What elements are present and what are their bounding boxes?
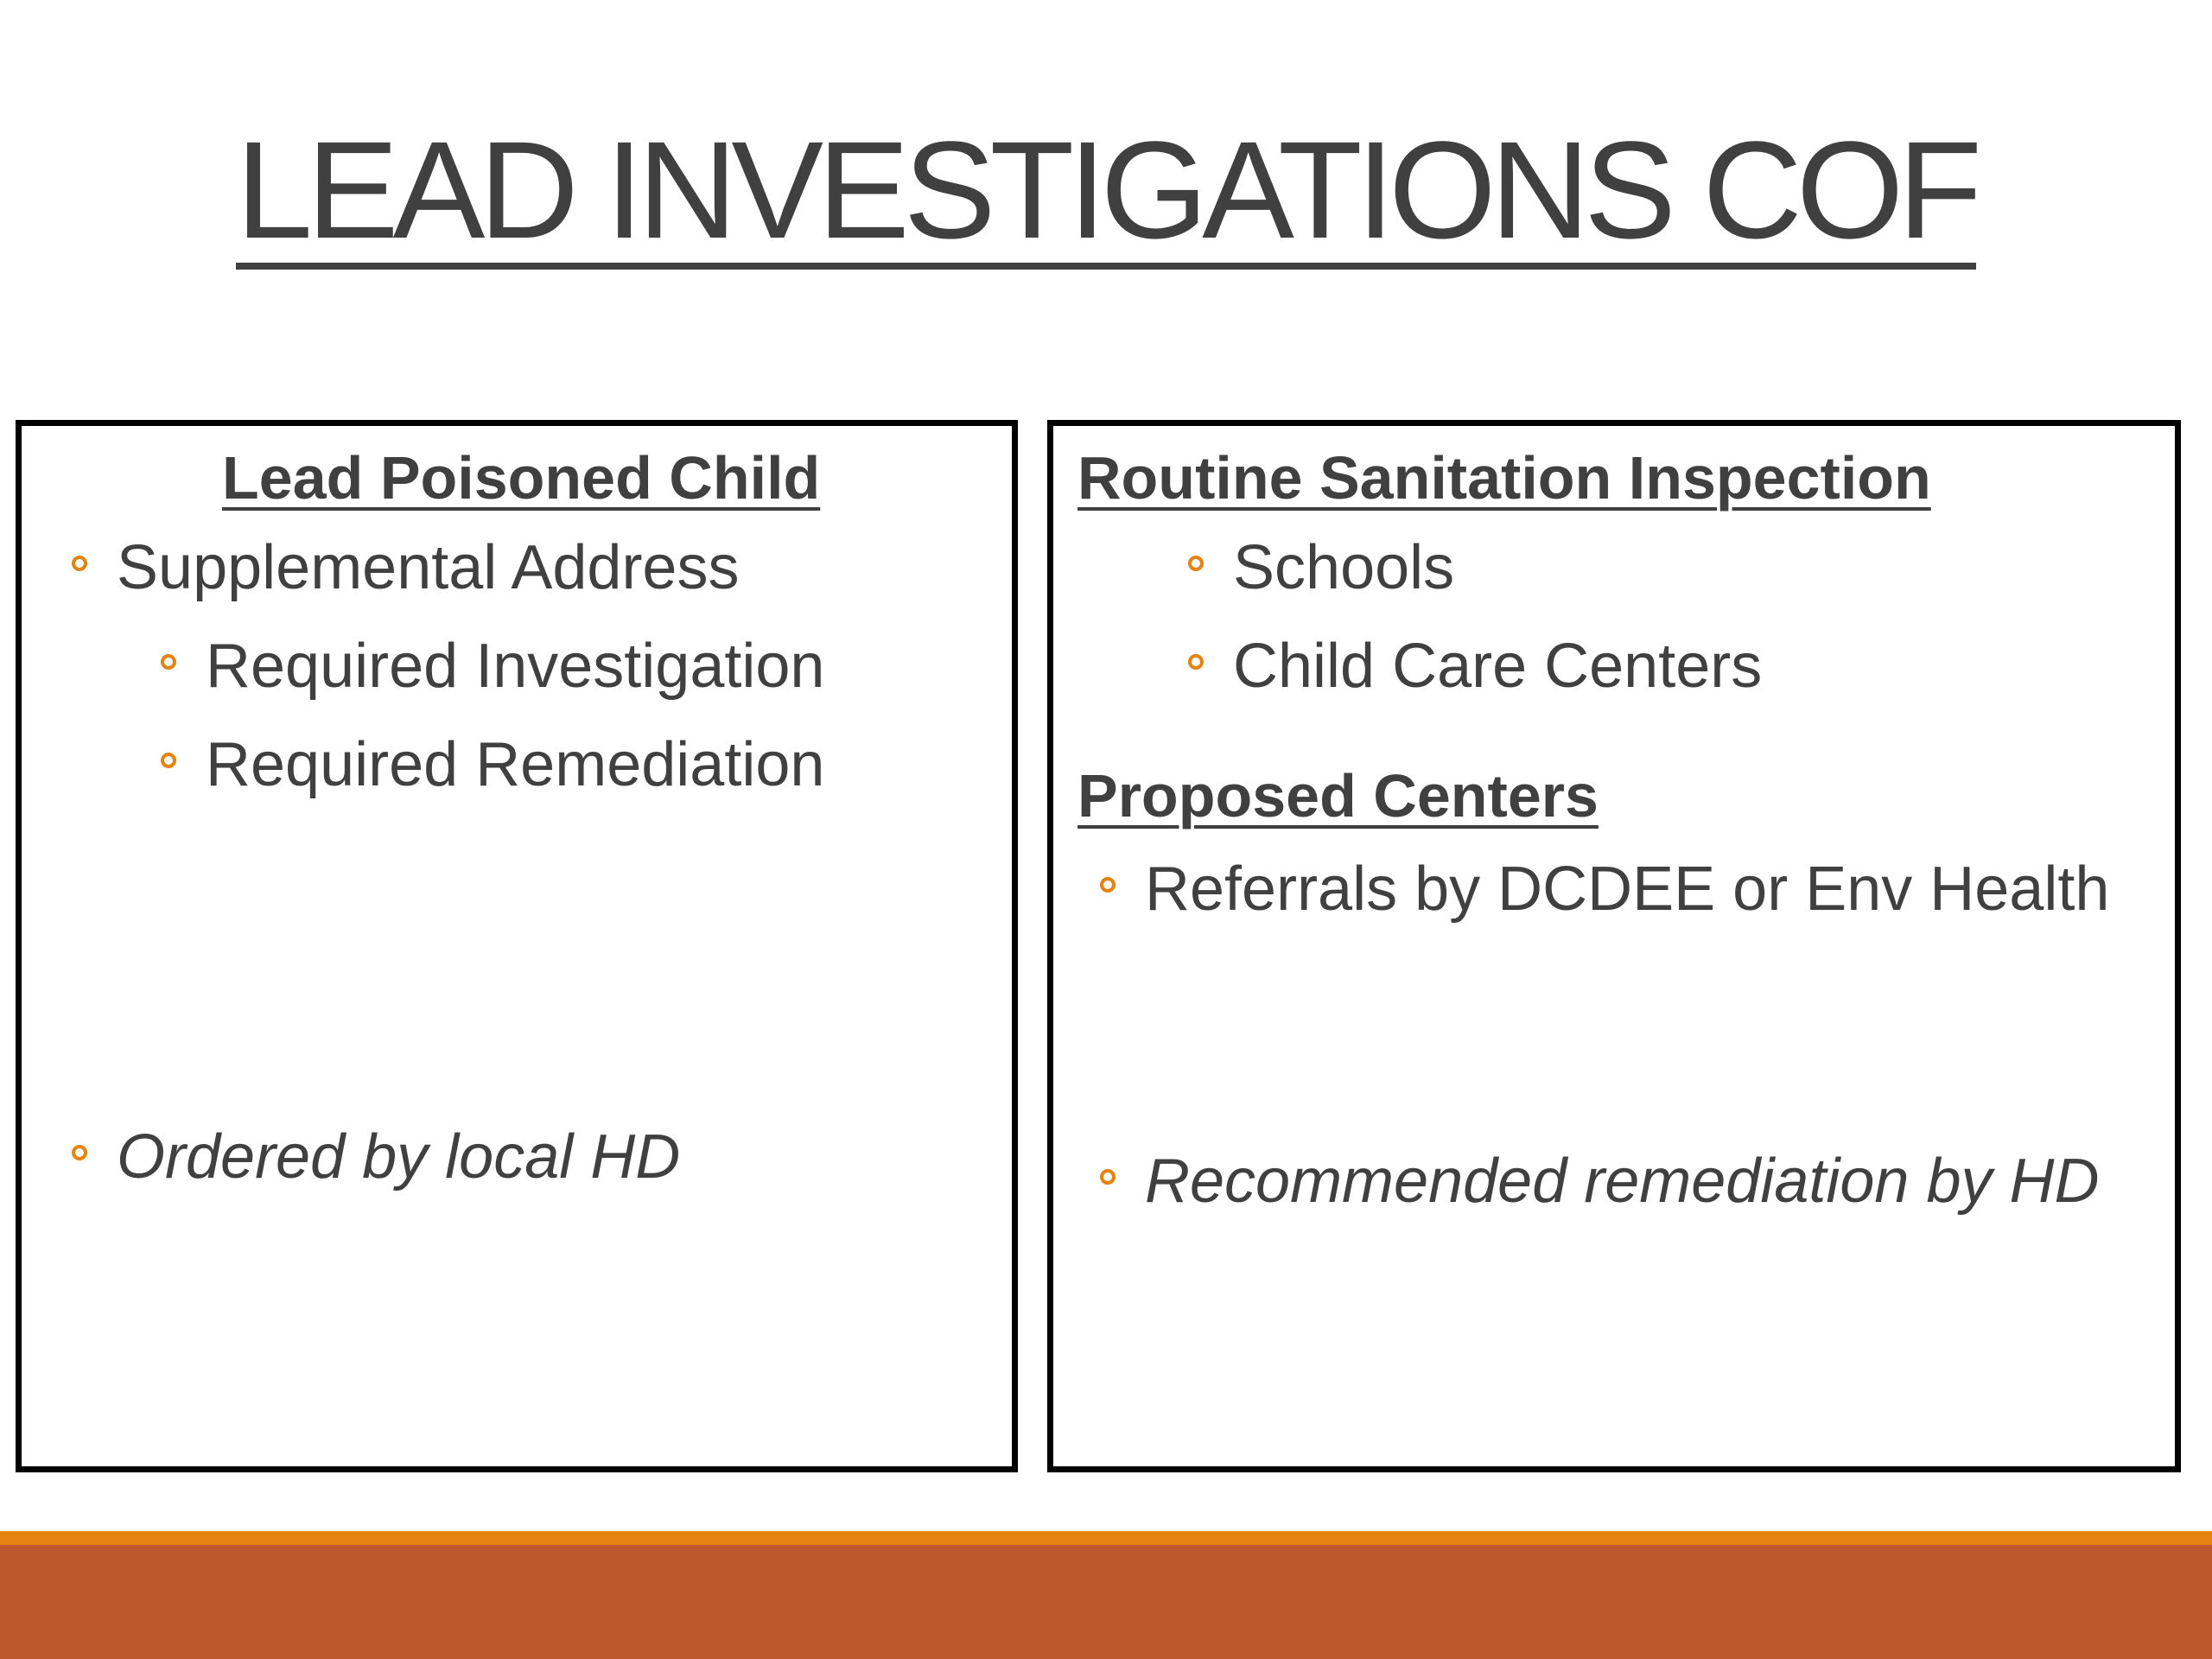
list-item: Schools — [1233, 531, 1454, 604]
slide-title — [0, 112, 2212, 270]
left-panel-heading: Lead Poisoned Child — [222, 444, 821, 512]
right-panel — [1047, 420, 2181, 1472]
left-panel — [16, 420, 1018, 1472]
circle-bullet-icon — [1188, 654, 1204, 670]
slide-title-text: LEAD INVESTIGATIONS COF — [236, 121, 1976, 270]
list-item: Required Remediation — [206, 728, 824, 801]
right-panel-heading: Routine Sanitation Inspection — [1077, 444, 1931, 512]
right-panel-note: Recommended remediation by HD — [1145, 1145, 2100, 1217]
list-item: Referrals by DCDEE or Env Health — [1145, 853, 2109, 925]
list-item: Required Investigation — [206, 630, 824, 702]
footer-bar — [0, 1545, 2212, 1659]
list-item: Child Care Centers — [1233, 630, 1762, 702]
circle-bullet-icon — [161, 654, 176, 670]
left-panel-note: Ordered by local HD — [117, 1121, 680, 1193]
circle-bullet-icon — [72, 1145, 87, 1160]
circle-bullet-icon — [1100, 1169, 1116, 1185]
circle-bullet-icon — [161, 753, 176, 768]
circle-bullet-icon — [1188, 556, 1204, 571]
footer-stripe — [0, 1531, 2212, 1545]
right-panel-subheading: Proposed Centers — [1077, 762, 1599, 830]
circle-bullet-icon — [1100, 877, 1116, 893]
circle-bullet-icon — [72, 556, 87, 571]
list-item: Supplemental Address — [117, 531, 739, 604]
